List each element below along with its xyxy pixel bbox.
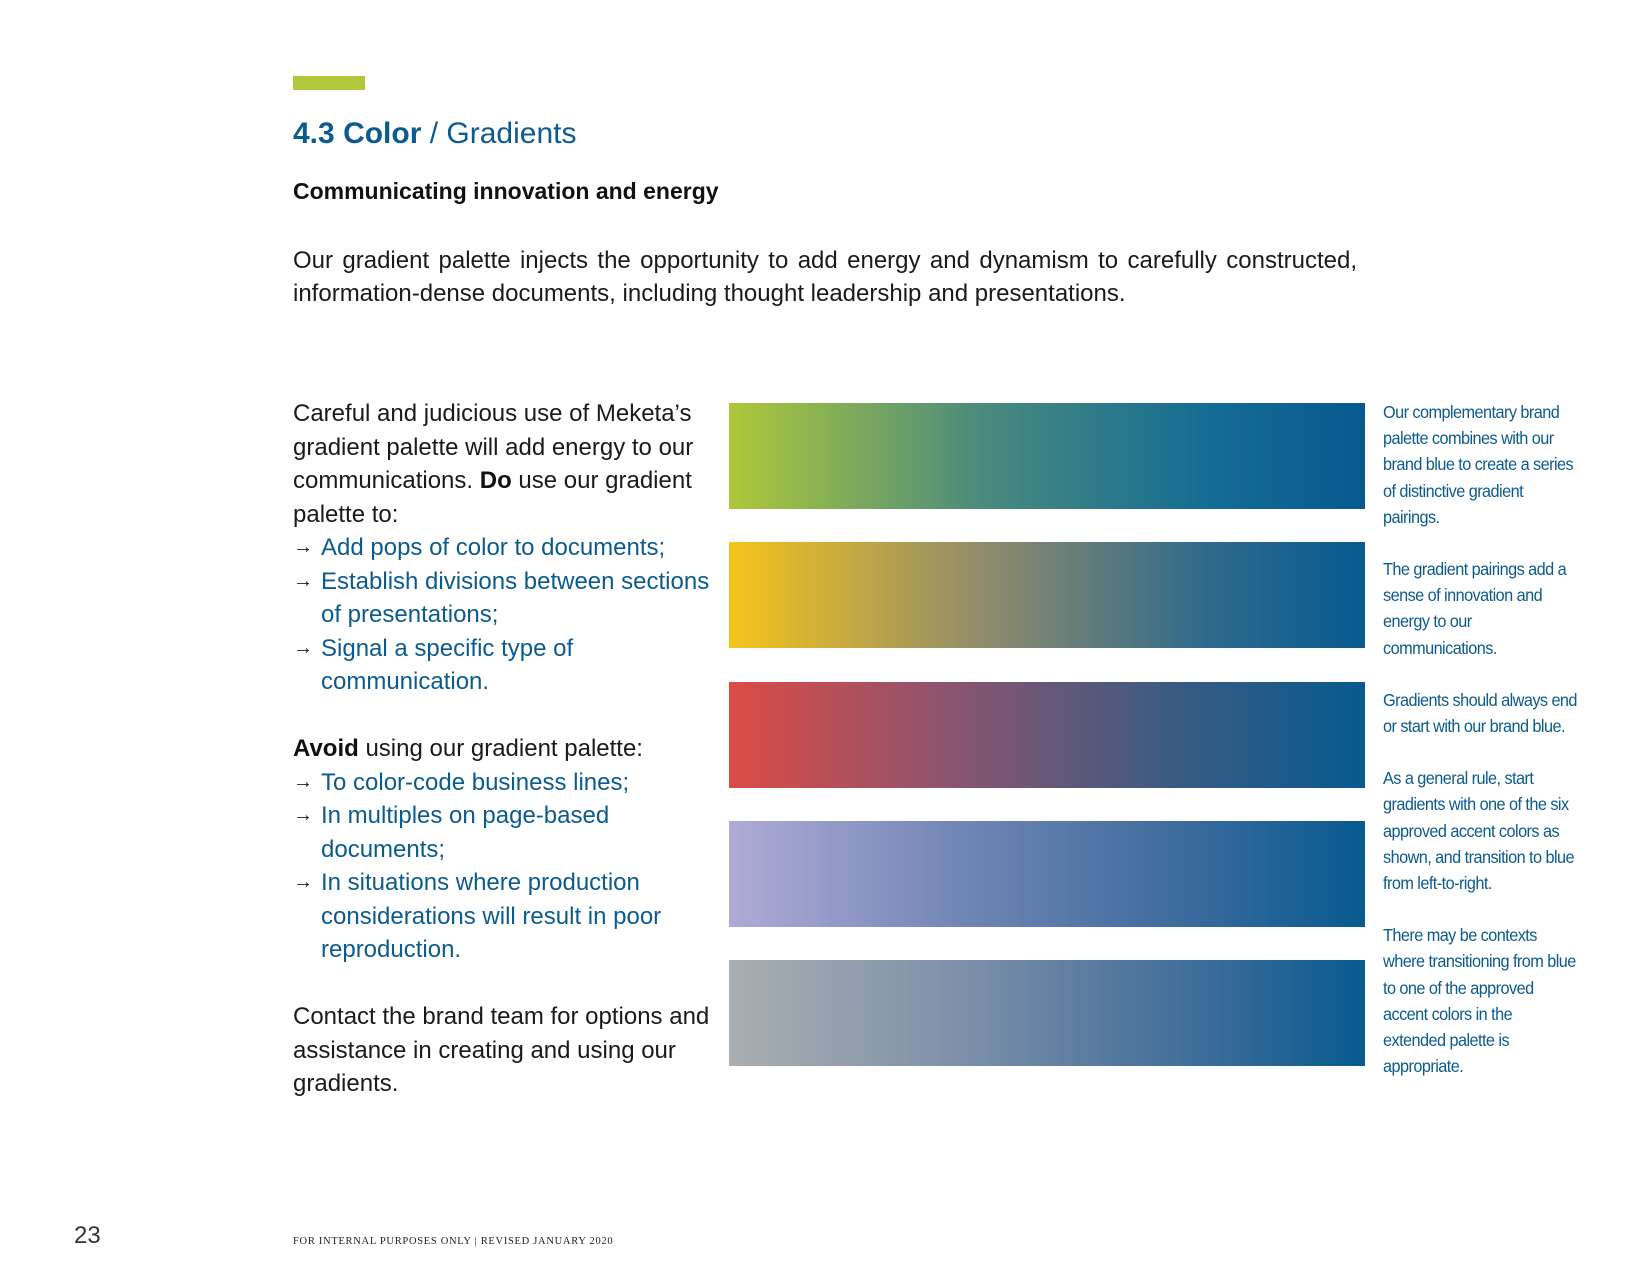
note: Our complementary brand palette combines with our brand blue to create a series of distinctive gradient pairings. xyxy=(1383,402,1574,527)
avoid-list xyxy=(293,766,713,967)
do-list xyxy=(293,531,713,699)
do-intro: Careful and judicious use of Meketa’s gradient palette will add energy to our communications. Do use our gradient palette to: xyxy=(293,400,694,528)
usage-guidelines xyxy=(293,397,713,1101)
page-number: 23 xyxy=(74,1222,101,1249)
gradient-swatch-lavender-blue xyxy=(729,821,1365,927)
section-number: 4.3 xyxy=(293,117,335,150)
contact-text: Contact the brand team for options and assistance in creating and using our gradients. xyxy=(293,1003,710,1097)
gradient-swatch-green-blue xyxy=(729,403,1365,509)
section-title: Color xyxy=(343,117,422,150)
do-keyword: Do xyxy=(479,467,512,494)
arrow-right-icon: → xyxy=(293,804,313,826)
arrow-right-icon: → xyxy=(293,536,313,558)
avoid-keyword: Avoid xyxy=(293,735,359,762)
section-subtitle: Gradients xyxy=(446,117,577,150)
list-item: → Signal a specific type of communication. xyxy=(293,632,713,699)
arrow-right-icon: → xyxy=(293,636,313,659)
note: Gradients should always end or start with our brand blue. xyxy=(1383,689,1577,737)
list-item: → Establish divisions between sections of presentations; xyxy=(293,565,713,632)
page-title xyxy=(293,117,577,151)
footer-text: FOR INTERNAL PURPOSES ONLY | REVISED JANUARY 2020 xyxy=(293,1236,614,1247)
arrow-right-icon: → xyxy=(293,770,313,793)
note: The gradient pairings add a sense of innovation and energy to our communications. xyxy=(1383,559,1567,658)
note: There may be contexts where transitioning from blue to one of the approved accent colors in the extended palette is appropriate. xyxy=(1383,925,1576,1077)
title-separator: / xyxy=(429,117,439,150)
gradient-swatch-gray-blue xyxy=(729,960,1365,1066)
list-item: → In situations where production considerations will result in poor reproduction. xyxy=(293,866,713,967)
arrow-right-icon: → xyxy=(293,871,313,893)
gradient-swatch-red-blue xyxy=(729,682,1365,788)
intro-paragraph: Our gradient palette injects the opportunity to add energy and dynamism to carefully constructed, information-dense documents, including thought leadership and presentations. xyxy=(293,247,1357,307)
list-item: → Add pops of color to documents; xyxy=(293,531,713,565)
list-item: → In multiples on page-based documents; xyxy=(293,799,713,866)
page-subtitle: Communicating innovation and energy xyxy=(293,178,719,204)
section-accent-bar xyxy=(293,76,365,90)
gradient-notes xyxy=(1383,399,1578,1105)
avoid-intro: Avoid using our gradient palette: xyxy=(293,735,643,762)
arrow-right-icon: → xyxy=(293,569,313,592)
gradient-swatch-yellow-blue xyxy=(729,542,1365,648)
note: As a general rule, start gradients with one of the six approved accent colors as shown, and transition to blue from left-to-right. xyxy=(1383,768,1575,894)
list-item: → To color-code business lines; xyxy=(293,766,713,800)
